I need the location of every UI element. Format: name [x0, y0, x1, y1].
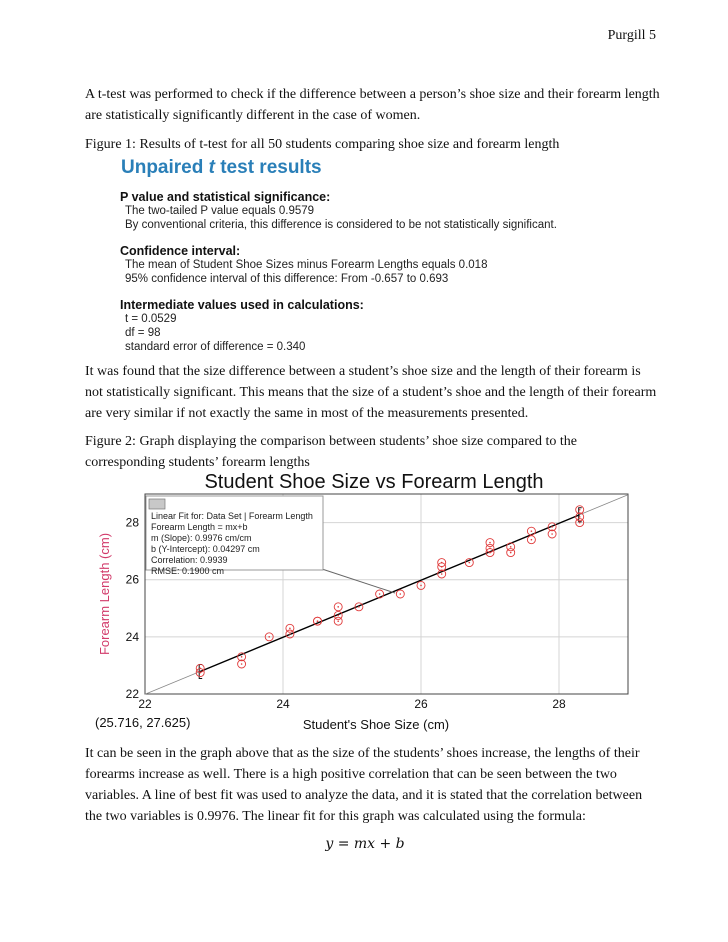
data-point-center	[268, 636, 270, 638]
data-point-center	[420, 585, 422, 587]
significance-line: By conventional criteria, this difference is considered to be not statistically significant.	[125, 219, 557, 231]
x-tick-label: 22	[138, 697, 152, 711]
y-tick-label: 22	[125, 687, 139, 701]
fit-box-equation: Forearm Length = mx+b	[151, 522, 248, 532]
p-value-heading: P value and statistical significance:	[120, 190, 331, 204]
data-point-center	[400, 593, 402, 595]
std-error-line: standard error of difference = 0.340	[125, 341, 306, 353]
data-point-center	[469, 562, 471, 564]
x-axis-label: Student's Shoe Size (cm)	[302, 717, 450, 732]
data-point-center	[531, 530, 533, 532]
x-tick-label: 28	[552, 697, 566, 711]
data-point-center	[317, 620, 319, 622]
y-tick-label: 28	[125, 515, 139, 530]
data-point-center	[441, 562, 443, 564]
data-point-center	[551, 526, 553, 528]
data-point-center	[241, 663, 243, 665]
linear-fit-box[interactable]	[146, 496, 395, 593]
data-point-center	[289, 627, 291, 629]
data-point-center	[241, 656, 243, 658]
data-point-center	[337, 620, 339, 622]
fit-box-slope: m (Slope): 0.9976 cm/cm	[151, 533, 252, 543]
data-point-center	[337, 606, 339, 608]
ttest-title: Unpaired t test results	[121, 157, 322, 178]
data-point-center	[337, 615, 339, 617]
data-point-center	[531, 539, 533, 541]
data-point-center	[579, 509, 581, 511]
mean-difference-line: The mean of Student Shoe Sizes minus Forearm Lengths equals 0.018	[125, 259, 488, 271]
x-tick-label: 26	[414, 697, 428, 711]
page-number: Purgill 5	[607, 28, 656, 43]
scatter-chart	[0, 466, 728, 736]
t-value-line: t = 0.0529	[125, 313, 177, 325]
cursor-readout: (25.716, 27.625)	[95, 715, 191, 730]
fit-box-grip-icon[interactable]	[149, 499, 165, 509]
y-axis-label: Forearm Length (cm)	[97, 532, 112, 656]
intro-paragraph: A t-test was performed to check if the difference between a person’s shoe size and their forearm length are statistically significantly different in the case of women.	[85, 87, 660, 123]
data-point-center	[489, 542, 491, 544]
fit-box-correlation: Correlation: 0.9939	[151, 555, 228, 565]
fit-box-rmse: RMSE: 0.1900 cm	[151, 566, 225, 576]
data-point-center	[199, 672, 201, 674]
y-tick-label: 24	[125, 629, 139, 644]
fit-box-title: Linear Fit for: Data Set | Forearm Length	[151, 511, 313, 521]
data-point-center	[358, 606, 360, 608]
y-tick-label: 26	[125, 572, 139, 587]
explanation-paragraph: It can be seen in the graph above that as the size of the students’ shoes increase, the lengths of their forearms increase as well. There is a high positive correlation that can be seen between the two variables. A line of best fit was used to analyze the data, and it is stated that the correlation between the two variables is 0.9976. The linear fit for this graph was calculated using the formula:	[85, 746, 643, 824]
intermediate-values-heading: Intermediate values used in calculations:	[120, 298, 364, 312]
data-point-center	[579, 522, 581, 524]
confidence-interval-heading: Confidence interval:	[120, 244, 241, 258]
data-point-center	[579, 516, 581, 518]
chart-title: Student Shoe Size vs Forearm Length	[204, 471, 544, 493]
data-point-center	[441, 573, 443, 575]
figure1-caption: Figure 1: Results of t-test for all 50 students comparing shoe size and forearm length	[85, 137, 560, 152]
data-point-center	[510, 552, 512, 554]
data-point-center	[510, 546, 512, 548]
p-value-line: The two-tailed P value equals 0.9579	[125, 205, 315, 217]
data-point-center	[379, 593, 381, 595]
data-point-center	[289, 633, 291, 635]
figure2-caption: Figure 2: Graph displaying the comparison between students’ shoe size compared to the corresponding students’ forearm lengths	[85, 434, 577, 470]
data-point-center	[489, 547, 491, 549]
finding-paragraph: It was found that the size difference between a student’s shoe size and the length of their forearm is not statistically significant. This means that the size of a student’s shoe and the length of their forearm are very similar if not exactly the same in most of the measurements presented.	[85, 364, 657, 421]
confidence-interval-line: 95% confidence interval of this difference: From -0.657 to 0.693	[125, 273, 449, 285]
fit-box-intercept: b (Y-Intercept): 0.04297 cm	[151, 544, 260, 554]
x-tick-label: 24	[276, 697, 290, 711]
fit-box-leader-line	[322, 569, 395, 593]
data-point-center	[551, 533, 553, 535]
df-line: df = 98	[125, 327, 161, 339]
fit-formula: y = mx + b	[325, 836, 405, 852]
